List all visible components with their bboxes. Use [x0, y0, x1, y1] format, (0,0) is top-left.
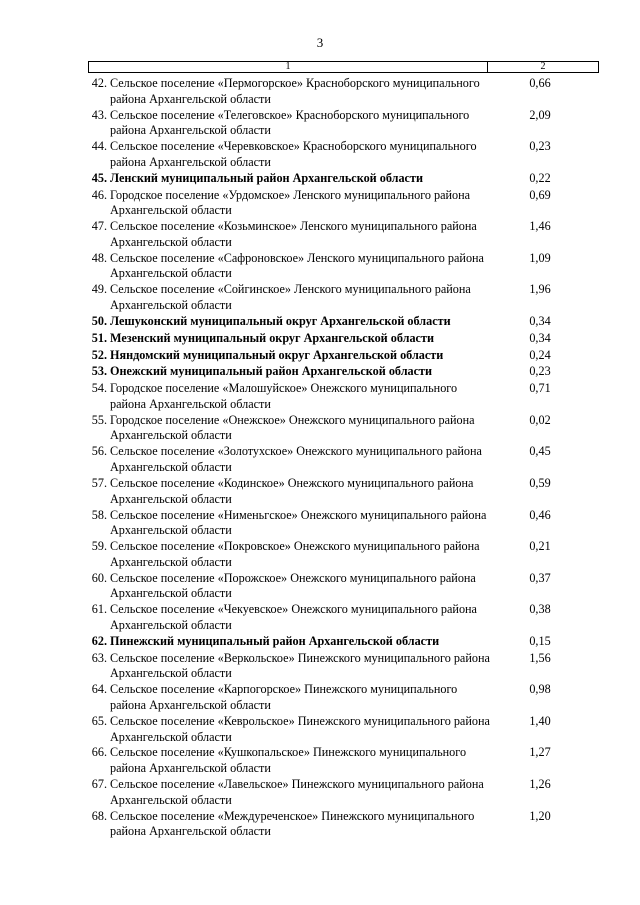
municipality-name: Сельское поселение «Телеговское» Красноборского муниципального района Архангельской области: [110, 107, 470, 138]
table-row: [0, 413, 640, 445]
table-row: [0, 476, 640, 508]
municipality-name: Онежский муниципальный район Архангельской области: [110, 364, 433, 379]
row-number: 50.: [91, 313, 107, 328]
municipality-name: Сельское поселение «Порожское» Онежского муниципального района Архангельской области: [110, 570, 476, 601]
municipality-name: Сельское поселение «Кодинское» Онежского муниципального района Архангельской области: [110, 475, 474, 506]
municipality-name: Сельское поселение «Карпогорское» Пинежского муниципального района Архангельской области: [110, 682, 458, 712]
row-number: 45.: [91, 170, 107, 185]
table-row: [0, 282, 640, 314]
municipality-name: Сельское поселение «Козьминское» Ленского муниципального района Архангельской области: [110, 219, 477, 249]
coefficient-value: 1,56: [529, 650, 551, 665]
row-number: 58.: [91, 507, 107, 522]
row-number: 55.: [91, 412, 107, 427]
row-number: 43.: [91, 107, 107, 122]
row-number: 65.: [91, 713, 107, 728]
municipality-name: Сельское поселение «Покровское» Онежского муниципального района Архангельской области: [110, 539, 480, 569]
coefficient-value: 0,02: [529, 412, 551, 427]
row-number: 61.: [91, 602, 107, 617]
table-row: [0, 364, 640, 381]
municipality-name: Пинежский муниципальный район Архангельской области: [110, 633, 440, 648]
table-row: [0, 251, 640, 283]
coefficient-value: 0,23: [529, 139, 551, 154]
table-row: [0, 348, 640, 365]
table-header: [88, 61, 599, 73]
coefficient-value: 0,15: [529, 633, 551, 648]
coefficient-value: 0,71: [529, 381, 551, 396]
municipality-name: Мезенский муниципальный округ Архангельской области: [110, 330, 434, 345]
table-row: [0, 651, 640, 683]
row-number: 49.: [91, 282, 107, 297]
table-row: [0, 714, 640, 746]
coefficient-value: 1,09: [529, 250, 551, 265]
row-number: 60.: [91, 570, 107, 585]
table-row: [0, 139, 640, 171]
coefficient-value: 1,27: [529, 745, 551, 760]
table-row: [0, 777, 640, 809]
row-number: 53.: [91, 364, 107, 379]
coefficient-value: 1,26: [529, 777, 551, 792]
municipality-name: Городское поселение «Урдомское» Ленского муниципального района Архангельской области: [110, 187, 471, 218]
municipality-name: Городское поселение «Малошуйское» Онежского муниципального района Архангельской области: [110, 381, 458, 411]
coefficient-value: 0,21: [529, 539, 551, 554]
coefficient-value: 0,69: [529, 187, 551, 202]
municipality-name: Няндомский муниципальный округ Архангельской области: [110, 347, 444, 362]
row-number: 46.: [91, 187, 107, 202]
table-row: [0, 314, 640, 331]
table-row: [0, 171, 640, 188]
row-number: 62.: [91, 633, 107, 648]
coefficient-value: 0,22: [529, 170, 551, 185]
municipality-name: Сельское поселение «Пермогорское» Красноборского муниципального района Архангельской области: [110, 76, 480, 106]
row-number: 51.: [91, 330, 107, 345]
coefficient-value: 0,37: [529, 570, 551, 585]
table-row: [0, 602, 640, 634]
table-row: [0, 571, 640, 603]
municipality-name: Сельское поселение «Веркольское» Пинежского муниципального района Архангельской области: [110, 650, 490, 681]
municipality-name: Городское поселение «Онежское» Онежского муниципального района Архангельской области: [110, 412, 475, 443]
municipality-name: Сельское поселение «Сойгинское» Ленского муниципального района Архангельской области: [110, 282, 471, 313]
table-body: [0, 76, 640, 840]
coefficient-value: 2,09: [529, 107, 551, 122]
municipality-name: Сельское поселение «Нименьгское» Онежского муниципального района Архангельской области: [110, 507, 487, 538]
table-row: [0, 444, 640, 476]
coefficient-value: 0,24: [529, 347, 551, 362]
page-number: 3: [316, 35, 324, 50]
row-number: 48.: [91, 250, 107, 265]
coefficient-value: 0,45: [529, 444, 551, 459]
municipality-name: Сельское поселение «Кушкопальское» Пинежского муниципального района Архангельской области: [110, 745, 467, 776]
table-row: [0, 219, 640, 251]
municipality-name: Сельское поселение «Золотухское» Онежского муниципального района Архангельской области: [110, 444, 482, 475]
table-row: [0, 108, 640, 140]
municipality-name: Сельское поселение «Сафроновское» Ленского муниципального района Архангельской области: [110, 250, 484, 281]
coefficient-value: 0,34: [529, 330, 551, 345]
municipality-name: Сельское поселение «Кеврольское» Пинежского муниципального района Архангельской области: [110, 713, 490, 744]
table-row: [0, 682, 640, 714]
row-number: 64.: [91, 682, 107, 697]
coefficient-value: 1,40: [529, 713, 551, 728]
row-number: 66.: [91, 745, 107, 760]
row-number: 54.: [91, 381, 107, 396]
coefficient-value: 0,38: [529, 602, 551, 617]
row-number: 68.: [91, 808, 107, 823]
column-header-1: 1: [89, 62, 488, 72]
table-row: [0, 809, 640, 841]
row-number: 56.: [91, 444, 107, 459]
row-number: 52.: [91, 347, 107, 362]
coefficient-value: 1,96: [529, 282, 551, 297]
municipality-name: Сельское поселение «Чекуевское» Онежского муниципального района Архангельской области: [110, 602, 477, 632]
column-header-2: 2: [540, 61, 546, 72]
table-row: [0, 539, 640, 571]
municipality-name: Сельское поселение «Междуреченское» Пинежского муниципального района Архангельской области: [110, 808, 475, 839]
row-number: 42.: [91, 76, 107, 90]
coefficient-value: 0,34: [529, 313, 551, 328]
coefficient-value: 0,46: [529, 507, 551, 522]
row-number: 63.: [91, 650, 107, 665]
municipality-name: Лешуконский муниципальный округ Архангельской области: [110, 313, 451, 328]
row-number: 44.: [91, 139, 107, 154]
coefficient-value: 0,98: [529, 682, 551, 697]
municipality-name: Сельское поселение «Черевковское» Красноборского муниципального района Архангельской области: [110, 139, 477, 169]
coefficient-value: 1,46: [529, 219, 551, 234]
coefficient-value: 0,66: [529, 76, 551, 90]
row-number: 47.: [91, 219, 107, 234]
municipality-name: Ленский муниципальный район Архангельской области: [110, 170, 423, 185]
row-number: 59.: [91, 539, 107, 554]
municipality-name: Сельское поселение «Лавельское» Пинежского муниципального района Архангельской области: [110, 777, 484, 807]
table-row: [0, 188, 640, 220]
coefficient-value: 0,23: [529, 364, 551, 379]
table-row: [0, 381, 640, 413]
table-row: [0, 331, 640, 348]
table-row: [0, 634, 640, 651]
coefficient-value: 1,20: [529, 808, 551, 823]
table-row: [0, 745, 640, 777]
coefficient-value: 0,59: [529, 475, 551, 490]
row-number: 57.: [91, 475, 107, 490]
table-row: [0, 76, 640, 108]
table-row: [0, 508, 640, 540]
row-number: 67.: [91, 777, 107, 792]
